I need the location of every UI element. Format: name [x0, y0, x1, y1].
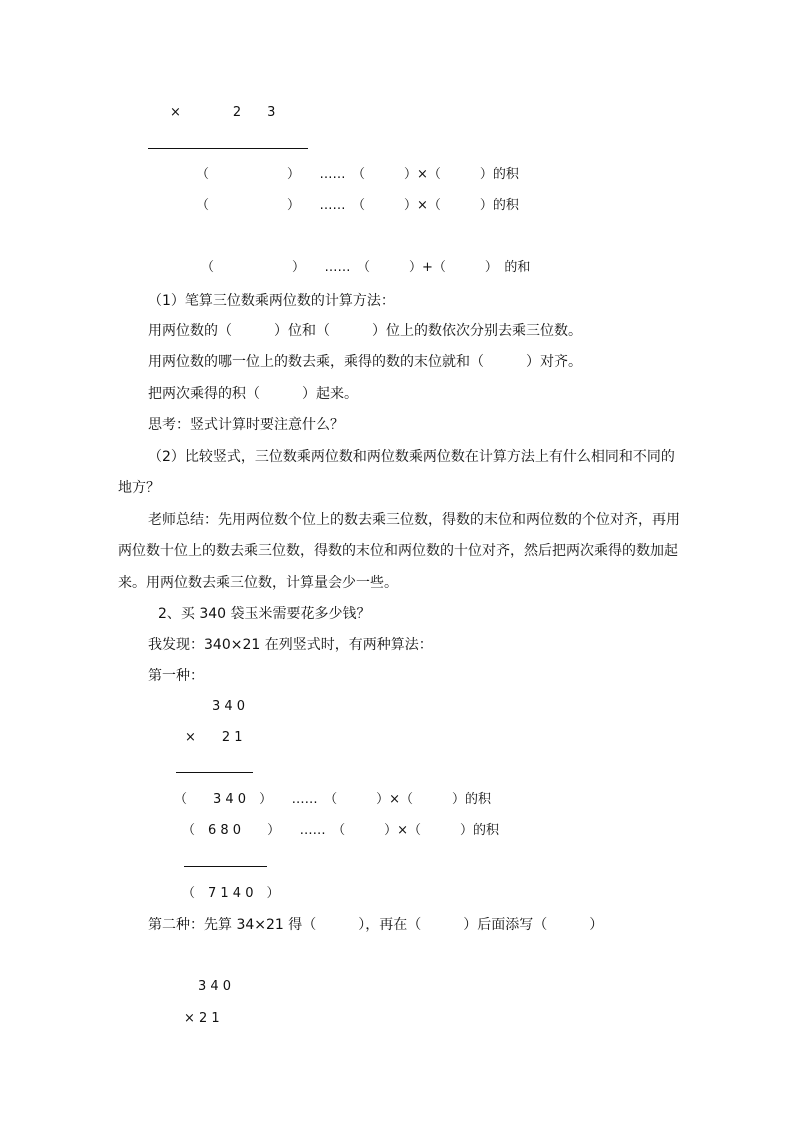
- method-heading: （1）笔算三位数乘两位数的计算方法：: [148, 293, 395, 309]
- method-2-label: 第二种：先算 34×21 得（ ），再在（ ）后面添写（ ）: [148, 917, 604, 933]
- sum-row: （ ） …… （ ）+（ ） 的和: [201, 260, 531, 275]
- partial-product-row-2: （ ） …… （ ）×（ ）的积: [196, 198, 519, 213]
- think-question: 思考：竖式计算时要注意什么？: [148, 417, 344, 433]
- m1-partial-1: （ 3 4 0 ） …… （ ）×（ ）的积: [174, 792, 491, 807]
- m1-divider: [176, 772, 253, 773]
- m2-multiplier: × 2 1: [184, 1011, 220, 1026]
- summary-line-2: 两位数十位上的数去乘三位数，得数的末位和两位数的十位对齐，然后把两次乘得的数加起: [118, 543, 678, 559]
- m1-multiplicand: 3 4 0: [212, 699, 246, 714]
- discover-text: 我发现：340×21 在列竖式时，有两种算法：: [148, 637, 433, 653]
- compare-line-2: 地方？: [118, 480, 160, 496]
- method-1-label: 第一种：: [148, 668, 204, 684]
- m1-multiplier: × 2 1: [185, 730, 243, 745]
- m1-partial-2: （ 6 8 0 ） …… （ ）×（ ）的积: [182, 823, 499, 838]
- calc-divider: [148, 148, 308, 149]
- summary-line-3: 来。用两位数去乘三位数，计算量会少一些。: [118, 575, 398, 591]
- compare-line-1: （2）比较竖式，三位数乘两位数和两位数乘两位数在计算方法上有什么相同和不同的: [148, 449, 675, 465]
- problem-2-title: 2、买 340 袋玉米需要花多少钱？: [158, 606, 371, 622]
- method-line-1: 用两位数的（ ）位和（ ）位上的数依次分别去乘三位数。: [148, 323, 582, 339]
- m1-result: （ 7 1 4 0 ）: [182, 886, 280, 901]
- m1-divider-2: [184, 866, 267, 867]
- partial-product-row-1: （ ） …… （ ）×（ ）的积: [196, 167, 519, 182]
- method-line-2: 用两位数的哪一位上的数去乘，乘得的数的末位就和（ ）对齐。: [148, 354, 582, 370]
- m2-multiplicand: 3 4 0: [198, 979, 232, 994]
- summary-line-1: 老师总结：先用两位数个位上的数去乘三位数，得数的末位和两位数的个位对齐，再用: [148, 512, 680, 528]
- method-line-3: 把两次乘得的积（ ）起来。: [148, 386, 358, 402]
- times-row: × 2 3: [170, 105, 276, 120]
